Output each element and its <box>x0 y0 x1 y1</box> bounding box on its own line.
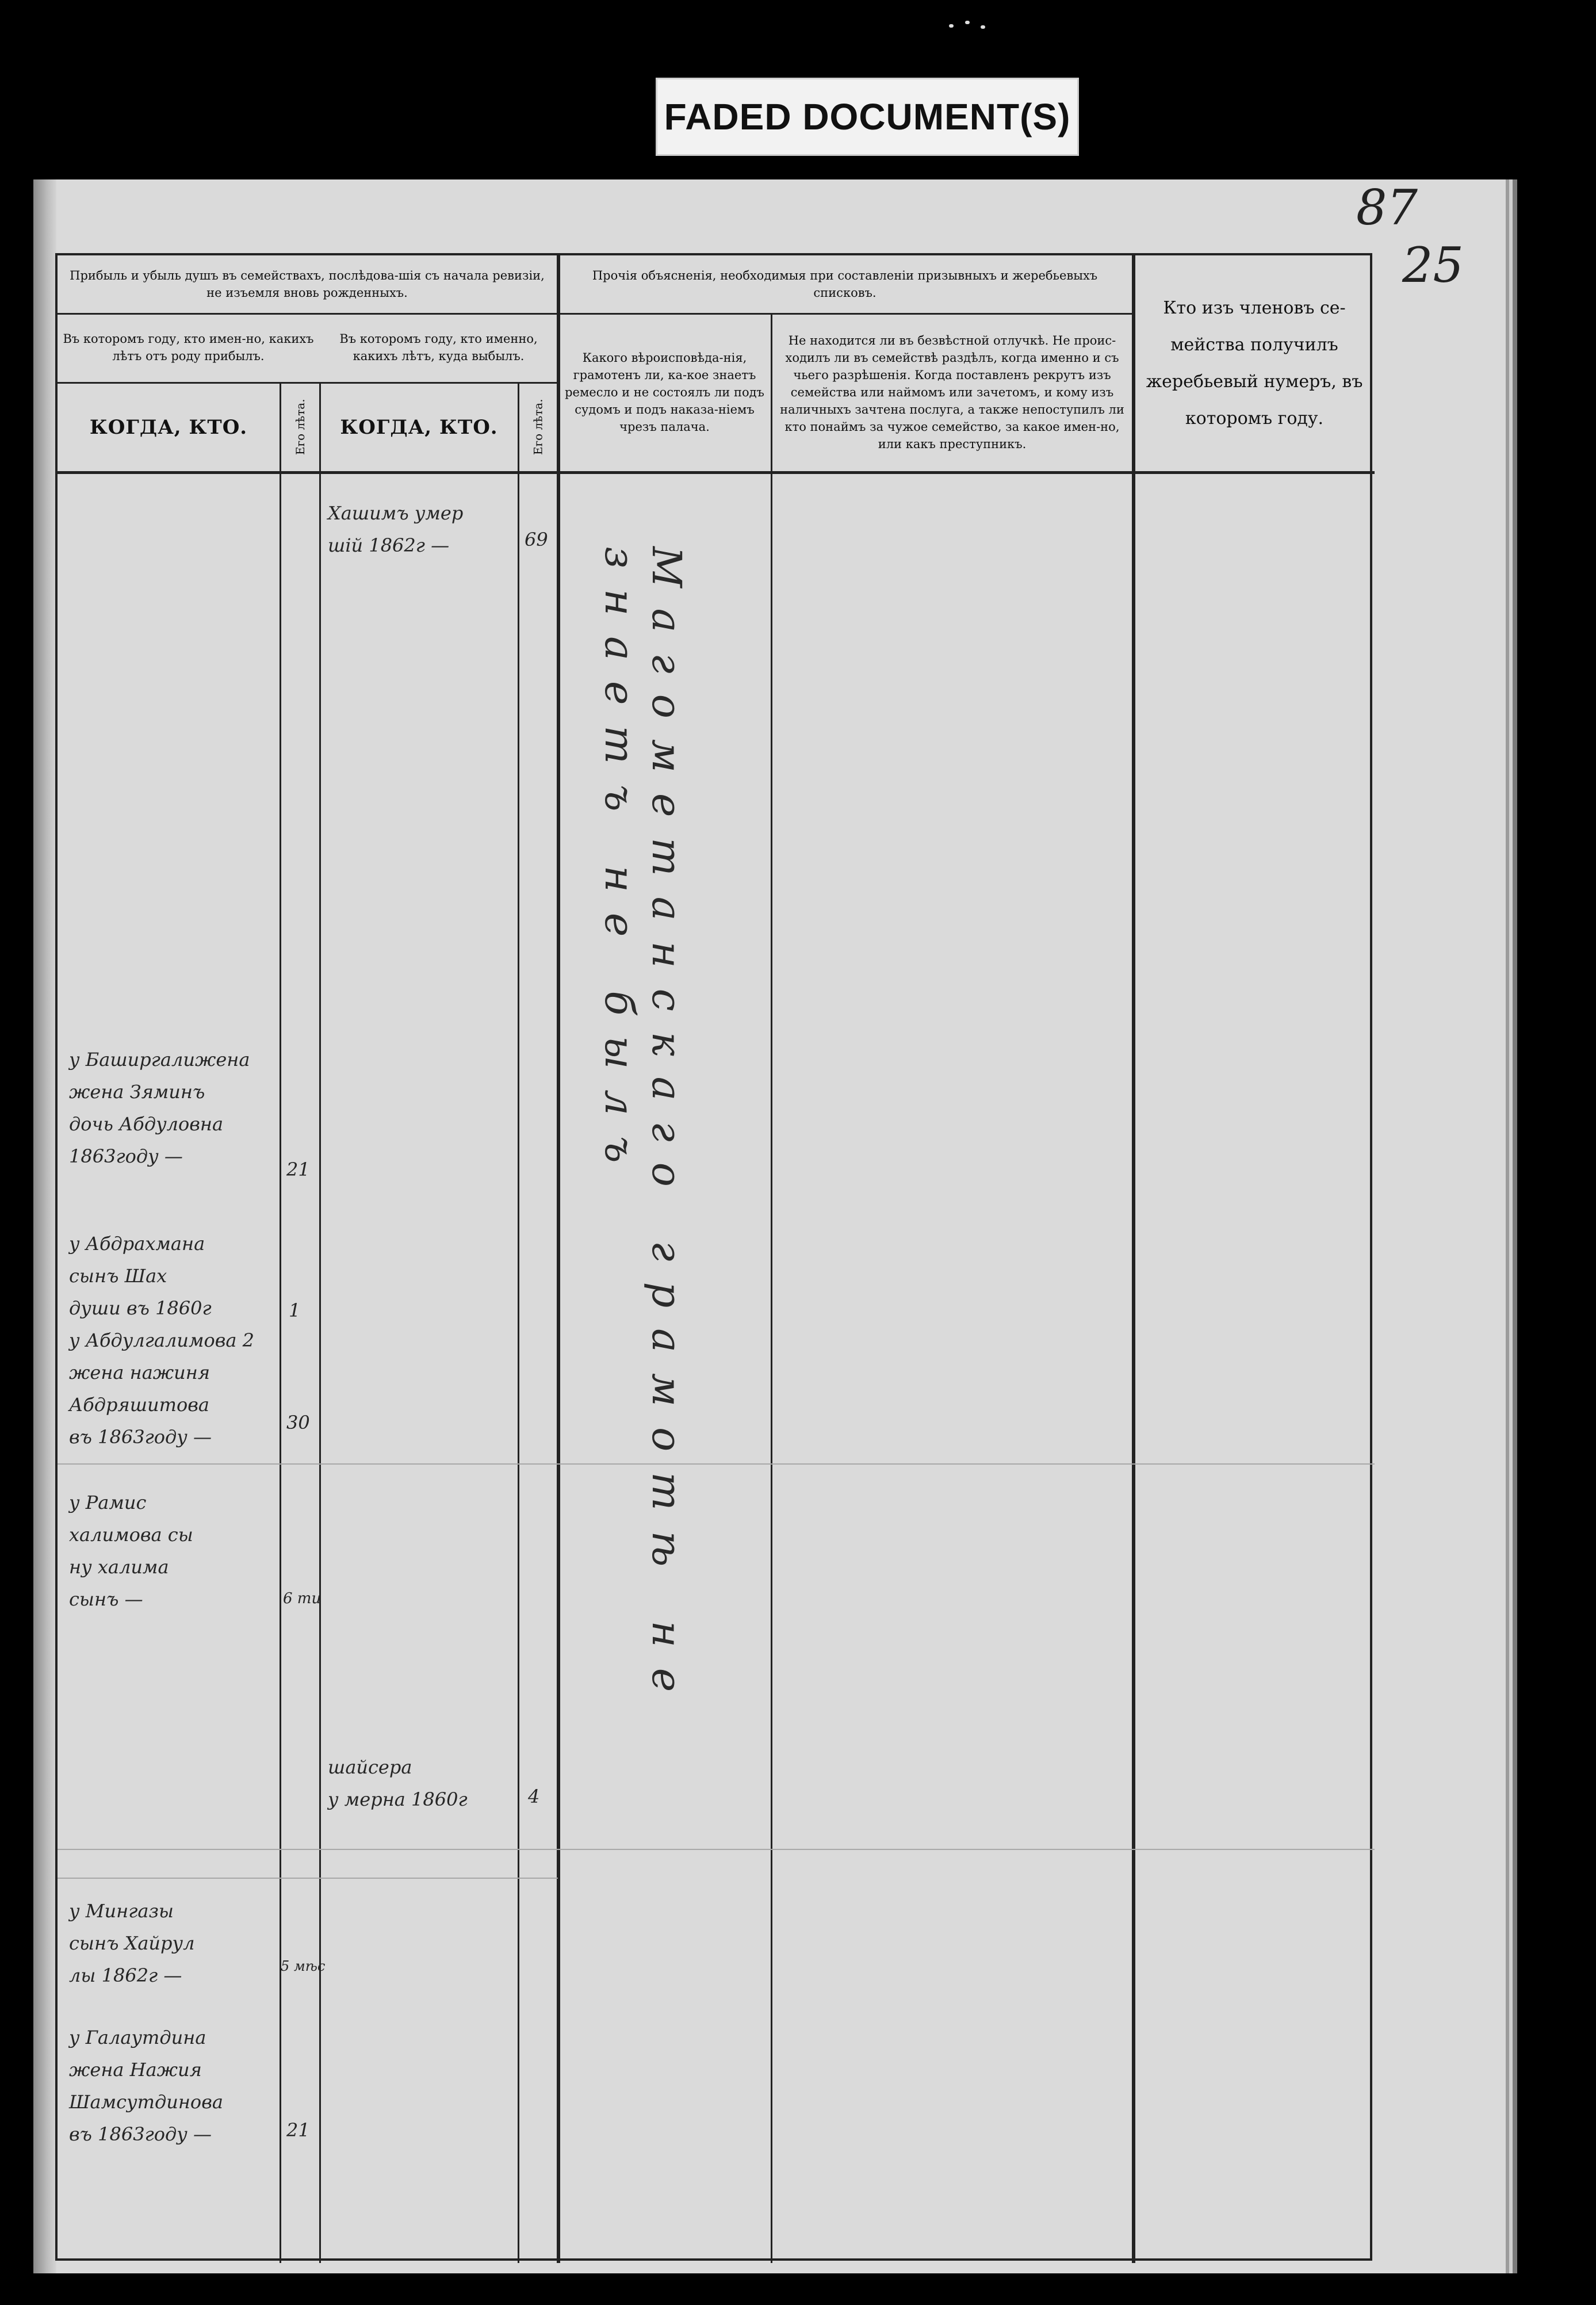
header-lot-number: Кто изъ членовъ се-мейства получилъ жеребьевый нумеръ, въ которомъ году. <box>1146 297 1363 429</box>
column-line <box>557 255 560 2263</box>
departed-entry-2: шайсера у мерна 1860г <box>328 1756 468 1810</box>
header-bottom-line <box>58 471 1375 474</box>
arrived-entry-4: у Мингазы сынъ Хайрул лы 1862г — <box>69 1900 195 1986</box>
arrived-entry-5: у Галаутдина жена Нажия Шамсутдинова въ 1863году — <box>69 2027 223 2145</box>
faint-separator <box>58 1849 1375 1850</box>
header-age-arrived: Его лѣта. <box>293 399 307 456</box>
page-number-old: 87 <box>1356 179 1418 236</box>
arrived-entry-1: у Баширгалижена жена Зяминъ дочь Абдуловна 1863году — <box>69 1049 250 1167</box>
faded-document-banner: FADED DOCUMENT(S) <box>656 78 1079 156</box>
departed-age-1: 69 <box>525 529 548 551</box>
arrived-age-5: 21 <box>286 2119 310 2141</box>
arrived-age-3: 6 ти <box>283 1590 322 1607</box>
faint-separator <box>58 1878 558 1879</box>
arrived-entry-2: у Абдрахмана сынъ Шах души въ 1860г у Абдулгалимова 2 жена нажиня Абдряшитова въ 1863году — <box>69 1233 254 1448</box>
arrived-age-2a: 1 <box>289 1299 301 1321</box>
header-when-who-arrived: КОГДА, КТО. <box>89 415 248 439</box>
arrived-age-2b: 30 <box>286 1412 310 1434</box>
header-other-explanations: Прочія объясненія, необходимыя при составленіи призывныхъ и жеребьевыхъ списковъ. <box>592 269 1098 300</box>
register-table <box>55 253 1372 2261</box>
departed-age-2: 4 <box>528 1786 540 1807</box>
faint-separator <box>58 1463 1375 1465</box>
header-age-departed: Его лѣта. <box>531 399 545 456</box>
header-absence: Не находится ли въ безвѣстной отлучкѣ. Не проис-ходилъ ли въ семействѣ раздѣлъ, когда именно и съ чьего разрѣшенія. Когда поставленъ рекрутъ изъ семейства или наймомъ или зачетомъ, и кому изъ наличныхъ зачтена послуга, а также непоступилъ ли кто понаймъ за чужое семейство, за какое имен-но, или какъ преступникъ. <box>780 333 1124 451</box>
arrived-age-1: 21 <box>286 1159 310 1180</box>
header-arrived: Въ которомъ году, кто имен-но, какихъ лѣтъ отъ роду прибылъ. <box>63 332 314 363</box>
arrived-entry-3: у Рамис халимова сы ну халима сынъ — <box>69 1492 193 1610</box>
page-number-new: 25 <box>1402 237 1464 293</box>
column-line <box>280 382 281 2263</box>
vertical-handwritten-note: Магометанскаго грамотѣ не знаетъ не былъ <box>596 546 690 1713</box>
scan-specks <box>949 17 989 35</box>
column-line <box>319 382 321 2263</box>
page-binding-edge <box>33 179 56 2273</box>
header-departed: Въ которомъ году, кто именно, какихъ лѣтъ, куда выбылъ. <box>339 332 538 363</box>
departed-entry-1: Хашимъ умер шій 1862г — <box>328 502 464 556</box>
header-gain-loss: Прибыль и убыль душъ въ семействахъ, послѣдова-шія съ начала ревизіи, не изъемля вновь рожденныхъ. <box>70 269 545 300</box>
header-religion: Какого вѣроисповѣда-нія, грамотенъ ли, ка-кое знаетъ ремесло и не состоялъ ли подъ судомъ и подъ наказа-ніемъ чрезъ палача. <box>565 350 764 434</box>
column-line <box>518 382 519 2263</box>
column-line <box>771 313 772 2263</box>
arrived-age-4: 5 мѣс <box>281 1958 326 1974</box>
column-line <box>1132 255 1135 2263</box>
header-when-who-departed: КОГДА, КТО. <box>340 415 498 439</box>
